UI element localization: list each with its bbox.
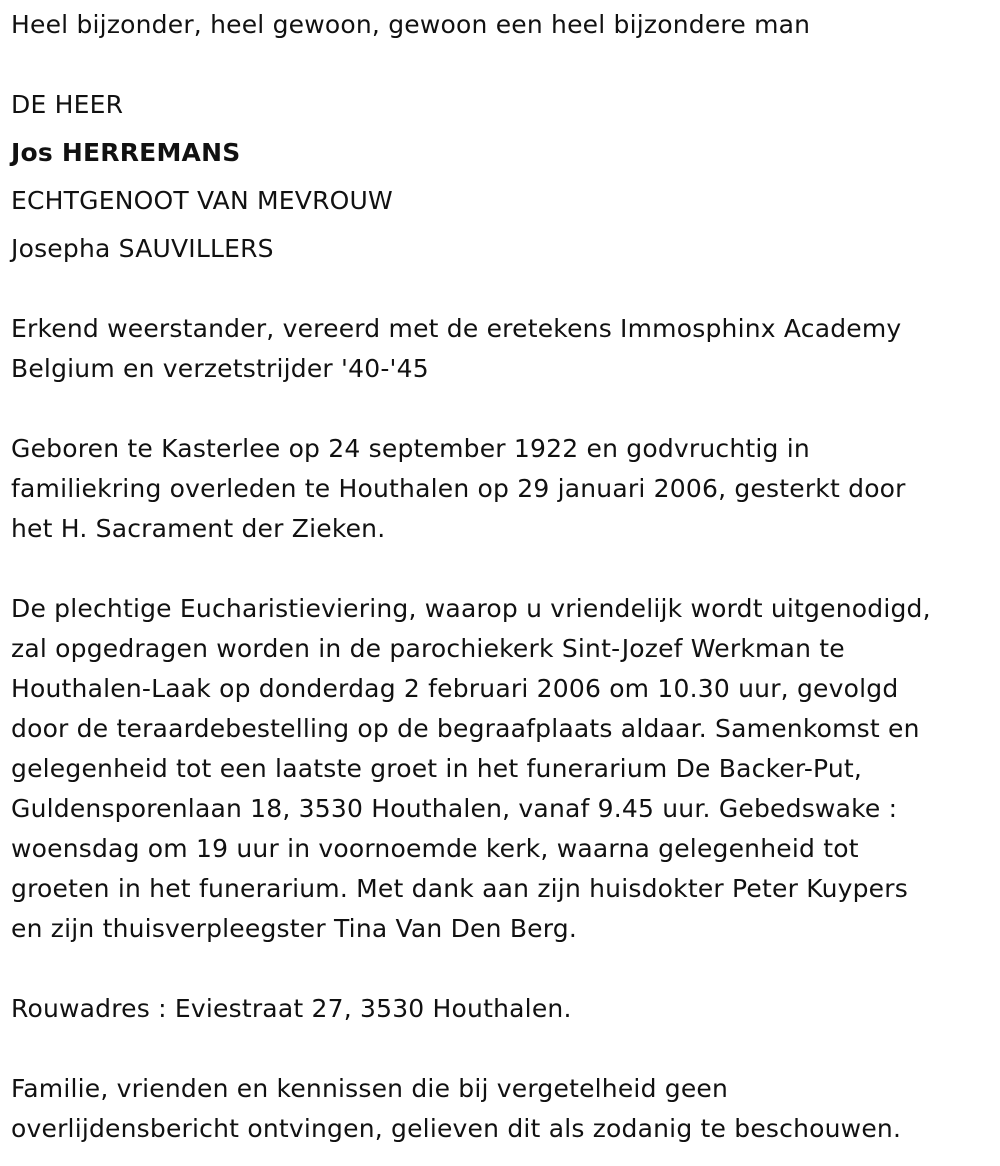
birth-death-line: familiekring overleden te Houthalen op 29 januari 2006, gesterkt door xyxy=(11,474,906,503)
spouse-label: ECHTGENOOT VAN MEVROUW xyxy=(11,186,393,215)
ceremony-line: groeten in het funerarium. Met dank aan zijn huisdokter Peter Kuypers xyxy=(11,874,908,903)
ceremony-line: De plechtige Eucharistieviering, waarop u vriendelijk wordt uitgenodigd, xyxy=(11,594,931,623)
ceremony-line: en zijn thuisverpleegster Tina Van Den Berg. xyxy=(11,914,578,943)
honorific-title: DE HEER xyxy=(11,90,124,119)
spouse-name: Josepha SAUVILLERS xyxy=(11,234,274,263)
ceremony-line: zal opgedragen worden in de parochiekerk Sint-Jozef Werkman te xyxy=(11,634,845,663)
closing-line: overlijdensbericht ontvingen, gelieven dit als zodanig te beschouwen. xyxy=(11,1114,902,1143)
ceremony-line: gelegenheid tot een laatste groet in het funerarium De Backer-Put, xyxy=(11,754,863,783)
ceremony-line: Houthalen-Laak op donderdag 2 februari 2006 om 10.30 uur, gevolgd xyxy=(11,674,899,703)
ceremony-line: Guldensporenlaan 18, 3530 Houthalen, vanaf 9.45 uur. Gebedswake : xyxy=(11,794,898,823)
ceremony-line: woensdag om 19 uur in voornoemde kerk, waarna gelegenheid tot xyxy=(11,834,859,863)
birth-death-line: Geboren te Kasterlee op 24 september 1922 en godvruchtig in xyxy=(11,434,810,463)
ceremony-line: door de teraardebestelling op de begraafplaats aldaar. Samenkomst en xyxy=(11,714,920,743)
honors-line: Belgium en verzetstrijder '40-'45 xyxy=(11,354,429,383)
deceased-name: Jos HERREMANS xyxy=(11,138,241,167)
mourning-address: Rouwadres : Eviestraat 27, 3530 Houthalen. xyxy=(11,994,572,1023)
birth-death-line: het H. Sacrament der Zieken. xyxy=(11,514,386,543)
honors-line: Erkend weerstander, vereerd met de eretekens Immosphinx Academy xyxy=(11,314,902,343)
motto-text: Heel bijzonder, heel gewoon, gewoon een heel bijzondere man xyxy=(11,10,811,39)
closing-line: Familie, vrienden en kennissen die bij vergetelheid geen xyxy=(11,1074,729,1103)
